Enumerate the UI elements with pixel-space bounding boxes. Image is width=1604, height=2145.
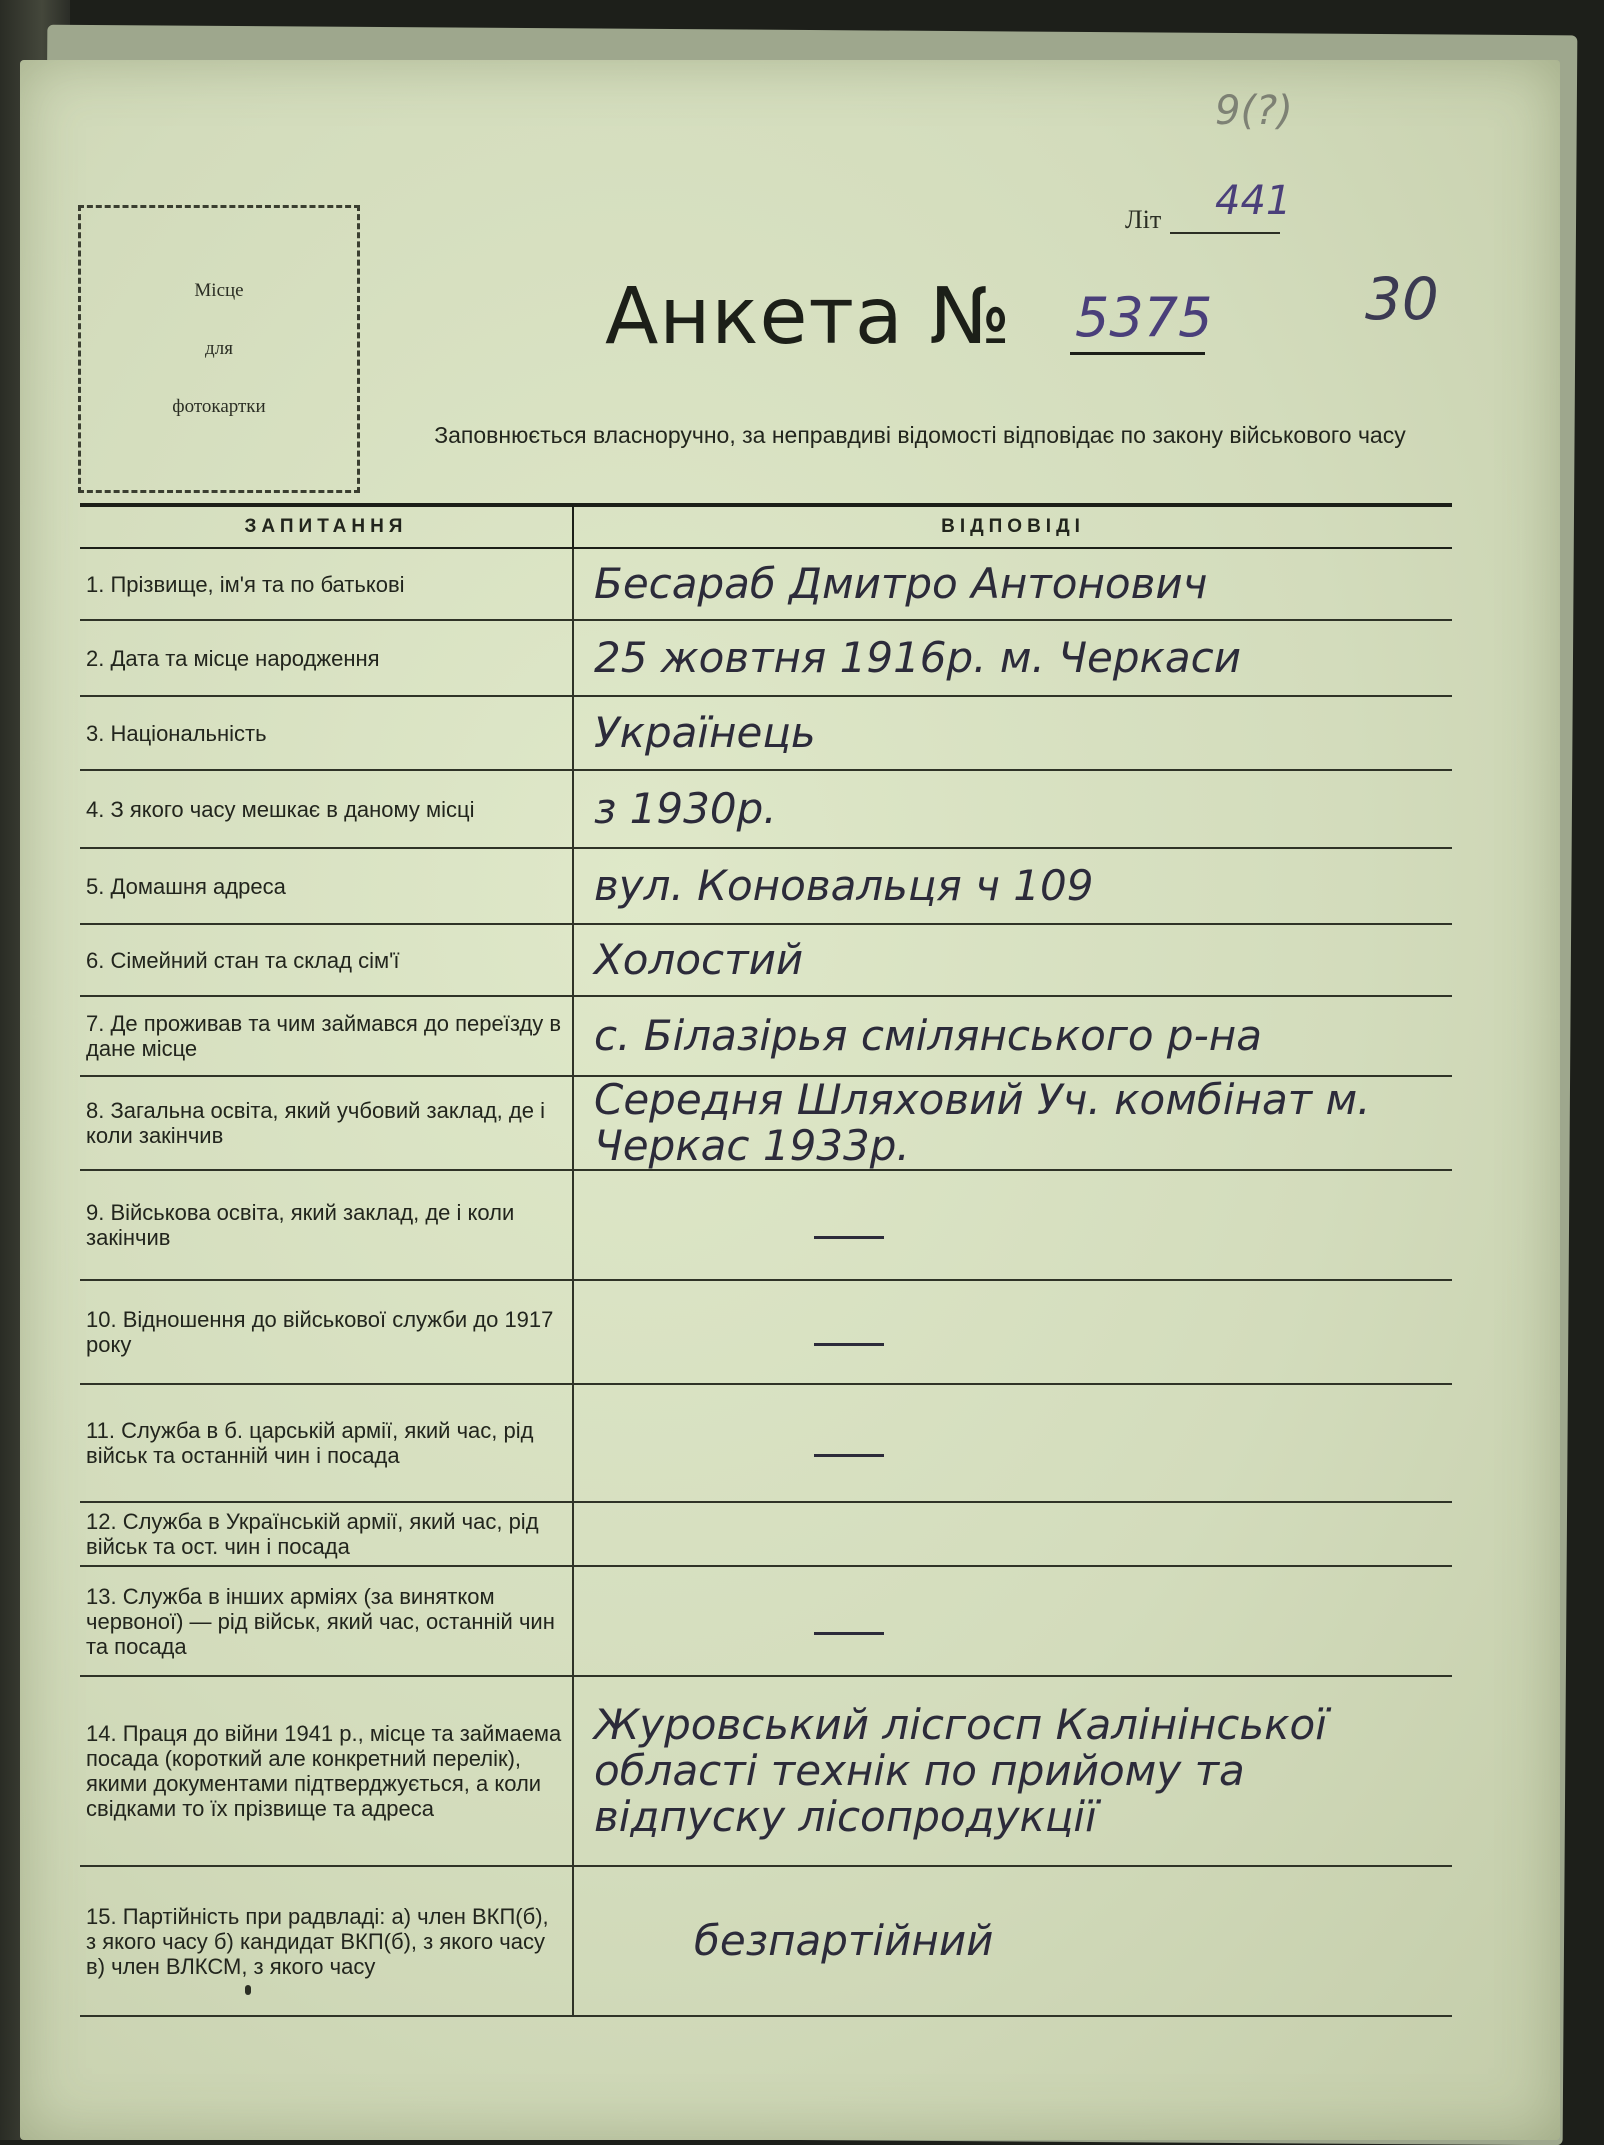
table-row bbox=[80, 1676, 1452, 1866]
form-title: Анкета № bbox=[605, 272, 1012, 362]
question-cell: 9. Військова освіта, який заклад, де і коли закінчив bbox=[80, 1170, 573, 1280]
photo-label-3: фотокартки bbox=[172, 396, 266, 417]
question-cell: 2. Дата та місце народження bbox=[80, 620, 573, 696]
title-number-underline bbox=[1070, 352, 1205, 355]
table-row bbox=[80, 1502, 1452, 1566]
lit-label: Літ bbox=[1125, 205, 1162, 234]
table-row bbox=[80, 696, 1452, 770]
questionnaire-table bbox=[80, 503, 1452, 2017]
question-cell: 14. Праця до війни 1941 р., місце та займаема посада (короткий але конкретний перелік), якими документами підтверджується, а коли свідками то їх прізвище та адреса bbox=[80, 1676, 573, 1866]
question-cell: 5. Домашня адреса bbox=[80, 848, 573, 924]
answer-cell: безпартійний bbox=[573, 1866, 1452, 2016]
table-row bbox=[80, 620, 1452, 696]
answer-cell bbox=[573, 1566, 1452, 1676]
question-cell: 4. З якого часу мешкає в даному місці bbox=[80, 770, 573, 848]
answer-cell: 25 жовтня 1916р. м. Черкаси bbox=[573, 620, 1452, 696]
table-row bbox=[80, 1076, 1452, 1170]
question-cell: 7. Де проживав та чим займався до переїзду в дане місце bbox=[80, 996, 573, 1076]
table-row bbox=[80, 770, 1452, 848]
table-row bbox=[80, 1384, 1452, 1502]
question-cell: 1. Прізвище, ім'я та по батькові bbox=[80, 548, 573, 620]
form-number: 5375 bbox=[1075, 286, 1213, 349]
question-cell: 11. Служба в б. царській армії, який час, рід військ та останній чин і посада bbox=[80, 1384, 573, 1502]
questions-header: ЗАПИТАННЯ bbox=[80, 505, 573, 548]
question-cell: 12. Служба в Українській армії, який час, рід військ та ост. чин і посада bbox=[80, 1502, 573, 1566]
table-header-row bbox=[80, 505, 1452, 548]
answer-cell: Середня Шляховий Уч. комбінат м. Черкас 1933р. bbox=[573, 1076, 1452, 1170]
table-row bbox=[80, 996, 1452, 1076]
lit-underline bbox=[1170, 232, 1280, 234]
answer-cell bbox=[573, 1280, 1452, 1384]
table-row bbox=[80, 548, 1452, 620]
answers-header: ВІДПОВІДІ bbox=[573, 505, 1452, 548]
empty-answer-dash bbox=[814, 1343, 884, 1346]
photo-label-1: Місце bbox=[194, 280, 244, 301]
answer-cell bbox=[573, 1384, 1452, 1502]
photo-label-2: для bbox=[205, 338, 233, 359]
empty-answer-dash bbox=[814, 1632, 884, 1635]
table-row bbox=[80, 1866, 1452, 2016]
empty-answer-dash bbox=[814, 1454, 884, 1457]
answer-cell: Українець bbox=[573, 696, 1452, 770]
table-row bbox=[80, 1566, 1452, 1676]
form-subtitle: Заповнюється власноручно, за неправдиві відомості відповідає по закону військового часу bbox=[434, 422, 1406, 448]
answer-cell bbox=[573, 1502, 1452, 1566]
table-row bbox=[80, 924, 1452, 996]
table-row bbox=[80, 1280, 1452, 1384]
page-number: 30 bbox=[1365, 265, 1439, 333]
question-cell: 3. Національність bbox=[80, 696, 573, 770]
question-cell: 13. Служба в інших арміях (за винятком червоної) — рід військ, який час, останній чин та посада bbox=[80, 1566, 573, 1676]
question-cell: 10. Відношення до військової служби до 1917 року bbox=[80, 1280, 573, 1384]
empty-answer-dash bbox=[814, 1236, 884, 1239]
answer-cell: вул. Коновальця ч 109 bbox=[573, 848, 1452, 924]
ink-mark bbox=[245, 1985, 251, 1995]
answer-cell: Журовський лісгосп Калінінської області технік по прийому та відпуску лісопродукції bbox=[573, 1676, 1452, 1866]
answer-cell: с. Білазірья смілянського р-на bbox=[573, 996, 1452, 1076]
question-cell: 15. Партійність при радвладі: а) член ВКП(б), з якого часу б) кандидат ВКП(б), з якого часу в) член ВЛКСМ, з якого часу bbox=[80, 1866, 573, 2016]
question-cell: 6. Сімейний стан та склад сім'ї bbox=[80, 924, 573, 996]
answer-cell: Холостий bbox=[573, 924, 1452, 996]
answer-cell: з 1930р. bbox=[573, 770, 1452, 848]
answer-cell bbox=[573, 1170, 1452, 1280]
table-row bbox=[80, 1170, 1452, 1280]
photo-placeholder bbox=[78, 205, 360, 493]
top-scrawl: 9(?) bbox=[1215, 88, 1293, 134]
answer-cell: Бесараб Дмитро Антонович bbox=[573, 548, 1452, 620]
lit-value: 441 bbox=[1215, 178, 1292, 224]
table-row bbox=[80, 848, 1452, 924]
question-cell: 8. Загальна освіта, який учбовий заклад, де і коли закінчив bbox=[80, 1076, 573, 1170]
